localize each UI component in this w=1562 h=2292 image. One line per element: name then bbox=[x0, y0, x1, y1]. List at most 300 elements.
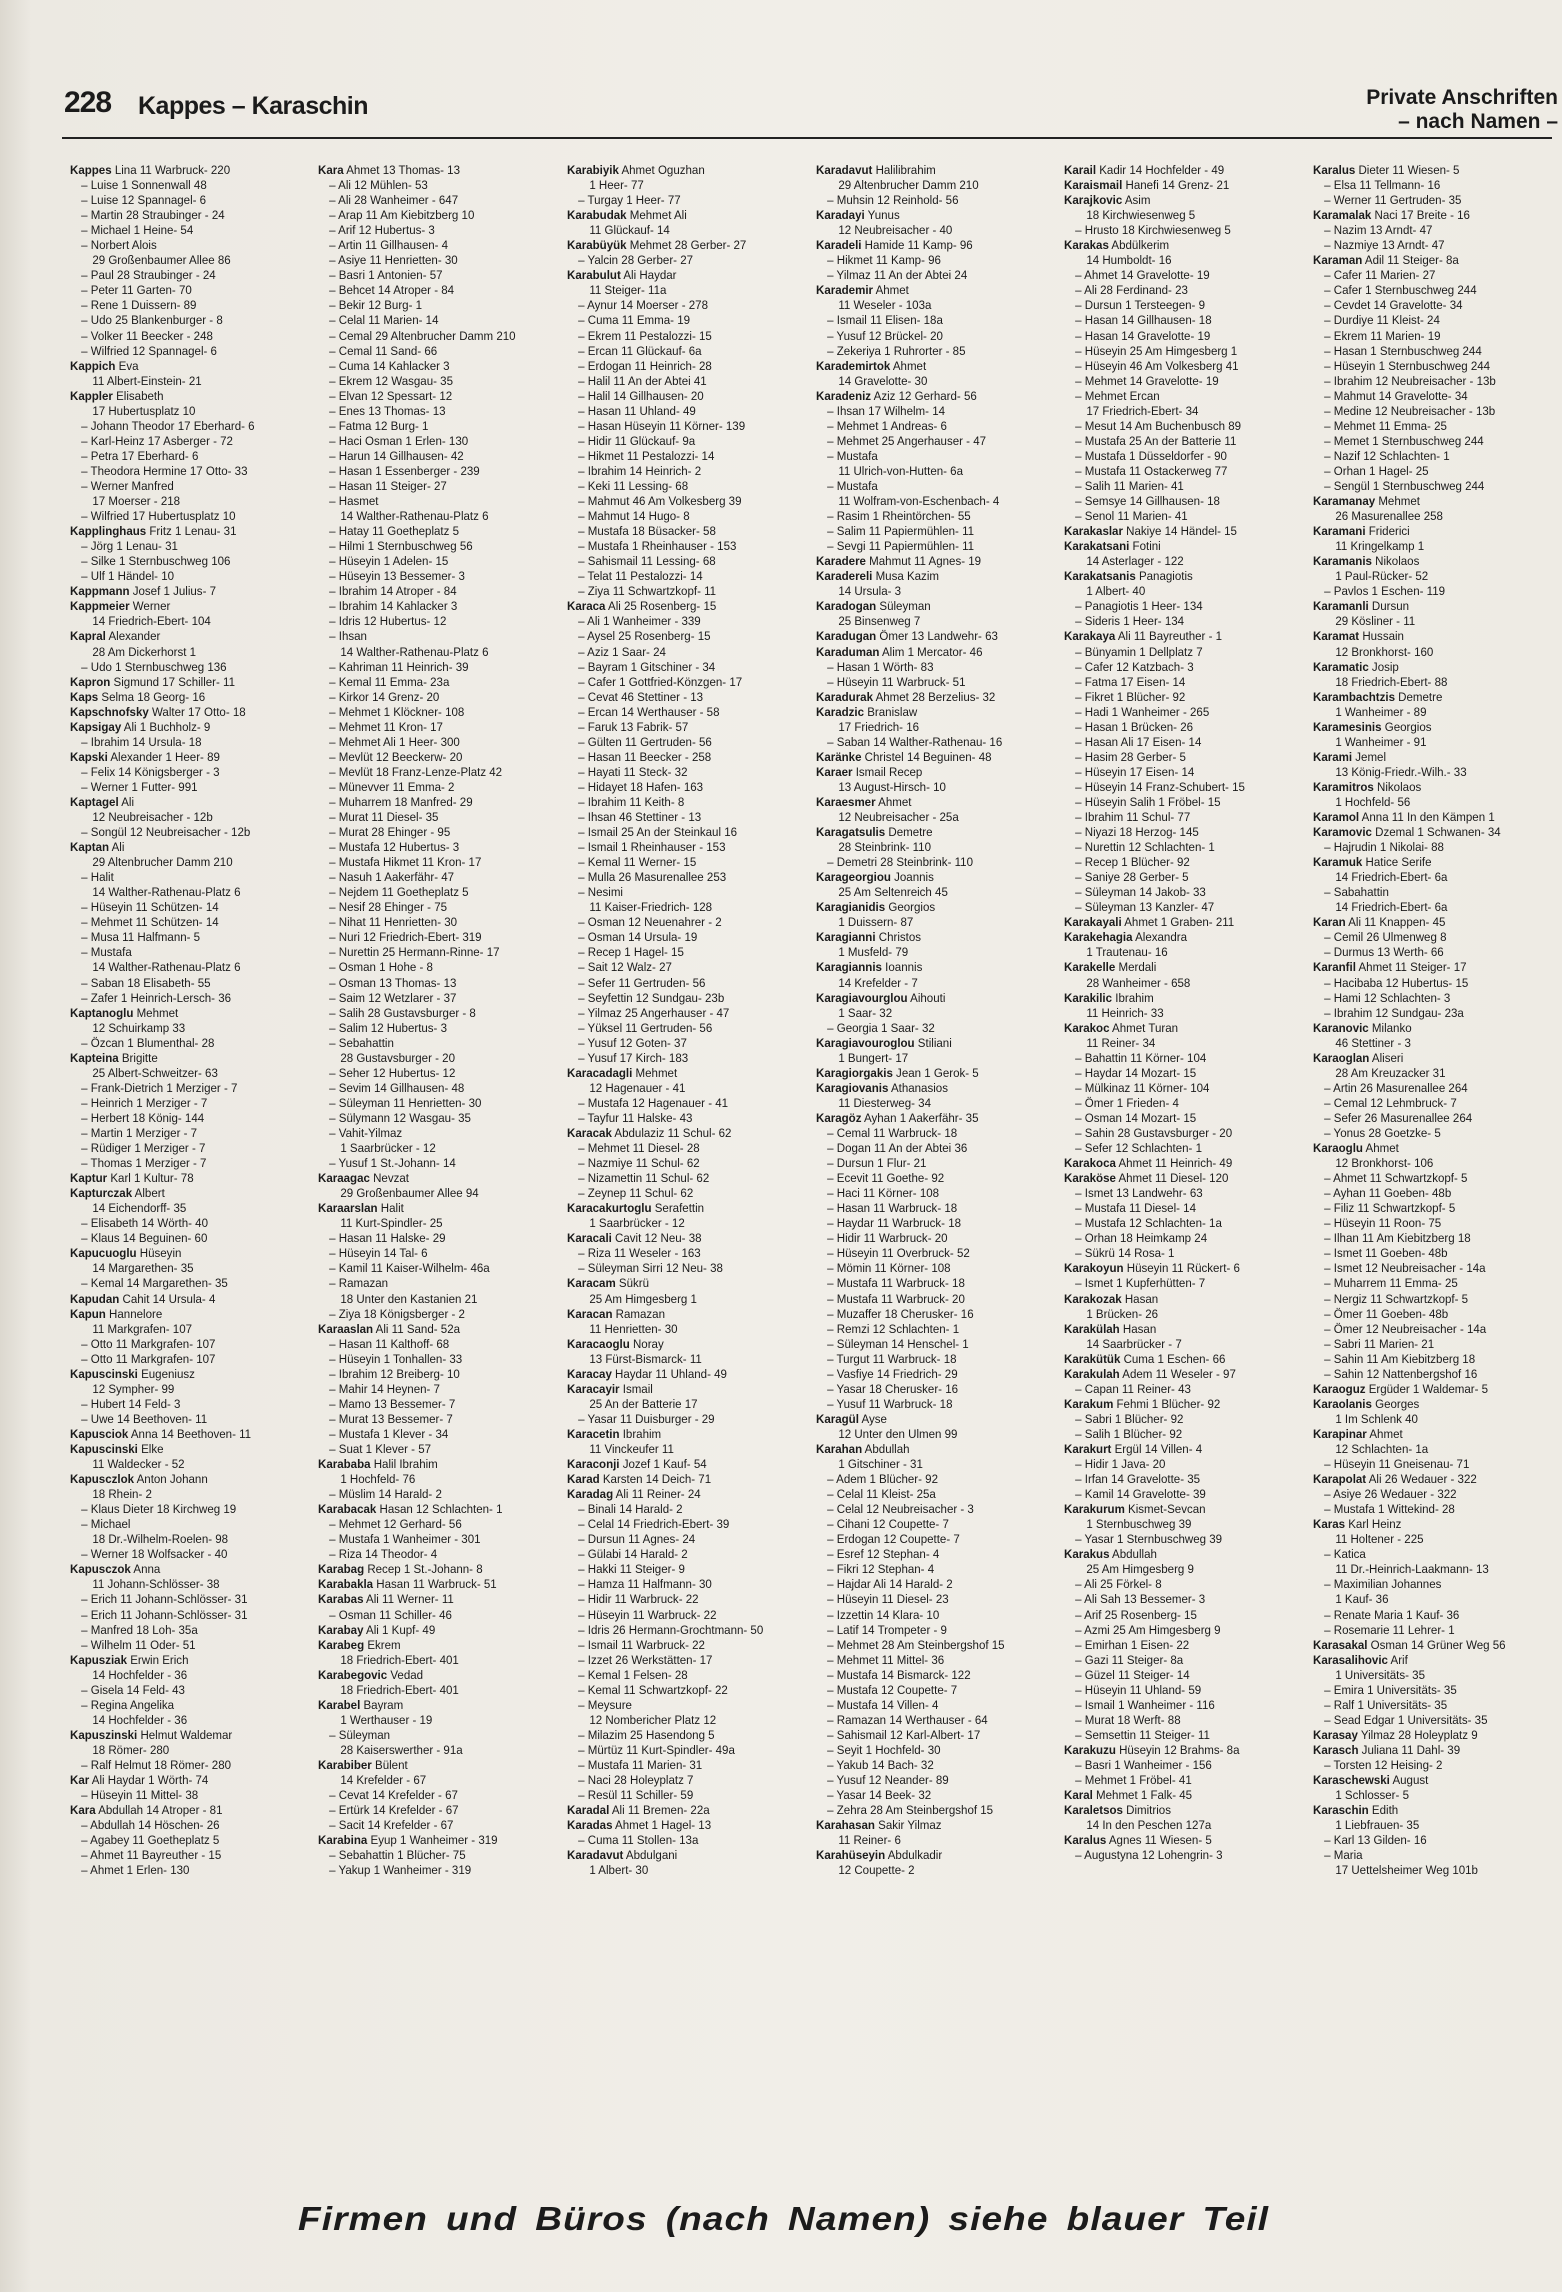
listing-line: – Nesimi bbox=[578, 885, 623, 900]
listing-line: – Behcet 14 Atroper - 84 bbox=[329, 283, 455, 298]
listing-line: Karapinar Ahmet bbox=[1313, 1426, 1403, 1441]
listing-line: – Süleyman Sirri 12 Neu- 38 bbox=[578, 1261, 723, 1276]
listing-line: – Hüseyin 1 Adelen- 15 bbox=[329, 554, 449, 569]
listing-line: – Yusuf 17 Kirch- 183 bbox=[578, 1050, 689, 1065]
listing-line: – Ibrahim 14 Kahlacker 3 bbox=[329, 599, 458, 614]
listing-line: – Hüseyin 11 Diesel- 23 bbox=[827, 1592, 949, 1607]
listing-line: – Cihani 12 Coupette- 7 bbox=[827, 1517, 949, 1532]
listing-line: Karakurum Kismet-Sevcan bbox=[1064, 1502, 1206, 1517]
listing-line: – Ibrahim 14 Ursula- 18 bbox=[81, 734, 202, 749]
listing-line: 26 Masurenallee 258 bbox=[1335, 509, 1443, 524]
listing-line: – Ömer 12 Neubreisacher - 14a bbox=[1324, 1321, 1487, 1336]
listing-line: – Ekrem 12 Wasgau- 35 bbox=[329, 373, 453, 388]
listing-column-6 bbox=[1313, 163, 1532, 1878]
listing-line: – Klaus Dieter 18 Kirchweg 19 bbox=[81, 1502, 237, 1517]
listing-line: – Ekrem 11 Pestalozzi- 15 bbox=[578, 328, 712, 343]
listing-line: – Erich 11 Johann-Schlösser- 31 bbox=[81, 1607, 248, 1622]
listing-line: – Ismail 11 Elisen- 18a bbox=[827, 313, 943, 328]
listing-line: – Enes 13 Thomas- 13 bbox=[329, 403, 446, 418]
listing-line: – Sefer 11 Gertruden- 56 bbox=[578, 975, 706, 990]
listing-line: – Werner Manfred bbox=[81, 478, 174, 493]
listing-line: Karakoyun Hüseyin 11 Rückert- 6 bbox=[1064, 1261, 1240, 1276]
listing-columns bbox=[70, 163, 1560, 2163]
header-rule bbox=[62, 137, 1552, 139]
listing-line: – Mustafa 1 Klever - 34 bbox=[329, 1426, 449, 1441]
listing-line: Karakatsanis Panagiotis bbox=[1064, 569, 1193, 584]
listing-line: Karamanay Mehmet bbox=[1313, 494, 1420, 509]
listing-line: – Halil 11 An der Abtei 41 bbox=[578, 373, 707, 388]
listing-line: – Medine 12 Neubreisacher - 13b bbox=[1324, 403, 1496, 418]
listing-line: – Münevver 11 Emma- 2 bbox=[329, 779, 455, 794]
listing-line: Karamitros Nikolaos bbox=[1313, 779, 1422, 794]
listing-line: Karabulut Ali Haydar bbox=[567, 268, 677, 283]
listing-line: – Nasuh 1 Aakerfähr- 47 bbox=[329, 870, 455, 885]
listing-line: – Pavlos 1 Eschen- 119 bbox=[1324, 584, 1446, 599]
listing-line: – Mustafa 11 Warbruck- 18 bbox=[827, 1276, 965, 1291]
listing-line: 11 Kaiser-Friedrich- 128 bbox=[589, 900, 713, 915]
listing-line: 29 Altenbrucher Damm 210 bbox=[92, 855, 233, 870]
listing-line: – Saban 14 Walther-Rathenau- 16 bbox=[827, 734, 1003, 749]
listing-line: 11 Heinrich- 33 bbox=[1086, 1005, 1164, 1020]
listing-line: – Meysure bbox=[578, 1697, 632, 1712]
listing-line: – Mustafa Hikmet 11 Kron- 17 bbox=[329, 855, 482, 870]
listing-line: – Elvan 12 Spessart- 12 bbox=[329, 388, 453, 403]
listing-line: – Mulla 26 Masurenallee 253 bbox=[578, 870, 727, 885]
listing-line: – Mustafa 14 Bismarck- 122 bbox=[827, 1667, 971, 1682]
listing-line: – Salim 11 Papiermühlen- 11 bbox=[827, 524, 975, 539]
listing-line: – Binali 14 Harald- 2 bbox=[578, 1502, 683, 1517]
listing-line: – Ismail 25 An der Steinkaul 16 bbox=[578, 825, 738, 840]
listing-line: – Ihsan bbox=[329, 629, 367, 644]
listing-line: Karamovic Dzemal 1 Schwanen- 34 bbox=[1313, 825, 1501, 840]
listing-line: – Hüseyin 14 Franz-Schubert- 15 bbox=[1075, 779, 1245, 794]
listing-line: 14 Asterlager - 122 bbox=[1086, 554, 1184, 569]
listing-line: – Emira 1 Universitäts- 35 bbox=[1324, 1682, 1457, 1697]
listing-line: 1 Gitschiner - 31 bbox=[838, 1457, 923, 1472]
listing-line: Karademirtok Ahmet bbox=[816, 358, 927, 373]
listing-column-5 bbox=[1064, 163, 1283, 1863]
listing-line: Kapucuoglu Hüseyin bbox=[70, 1246, 182, 1261]
listing-line: – Yasar 11 Duisburger - 29 bbox=[578, 1411, 715, 1426]
listing-line: – Naci 28 Holeyplatz 7 bbox=[578, 1773, 694, 1788]
listing-line: – Dogan 11 An der Abtei 36 bbox=[827, 1141, 968, 1156]
listing-line: – Ahmet 11 Schwartzkopf- 5 bbox=[1324, 1171, 1468, 1186]
listing-line: 12 Nombericher Platz 12 bbox=[589, 1712, 717, 1727]
listing-line: – Mustafa bbox=[81, 945, 132, 960]
listing-line: – Emirhan 1 Eisen- 22 bbox=[1075, 1637, 1190, 1652]
listing-line: – Sabahattin bbox=[1324, 885, 1389, 900]
listing-line: – Capan 11 Reiner- 43 bbox=[1075, 1381, 1191, 1396]
listing-line: – Artin 26 Masurenallee 264 bbox=[1324, 1080, 1468, 1095]
listing-line: – Maria bbox=[1324, 1848, 1363, 1863]
listing-line: – Panagiotis 1 Heer- 134 bbox=[1075, 599, 1203, 614]
listing-line: Karahan Abdullah bbox=[816, 1441, 910, 1456]
listing-line: – Luise 12 Spannagel- 6 bbox=[81, 193, 207, 208]
listing-line: Karadurak Ahmet 28 Berzelius- 32 bbox=[816, 689, 996, 704]
listing-line: 1 Albert- 30 bbox=[589, 1863, 649, 1878]
listing-line: – Georgia 1 Saar- 32 bbox=[827, 1020, 935, 1035]
listing-line: – Orhan 18 Heimkamp 24 bbox=[1075, 1231, 1208, 1246]
listing-line: – Ibrahim 14 Atroper - 84 bbox=[329, 584, 457, 599]
listing-line: Karan Ali 11 Knappen- 45 bbox=[1313, 915, 1446, 930]
listing-line: – Hasan 11 Halske- 29 bbox=[329, 1231, 446, 1246]
listing-line: – Orhan 1 Hagel- 25 bbox=[1324, 463, 1429, 478]
listing-line: – Torsten 12 Heising- 2 bbox=[1324, 1757, 1443, 1772]
listing-line: – Hüseyin 14 Tal- 6 bbox=[329, 1246, 428, 1261]
listing-line: – Werner 1 Futter- 991 bbox=[81, 779, 198, 794]
listing-line: Kapusczok Anna bbox=[70, 1562, 161, 1577]
listing-line: 28 Gustavsburger - 20 bbox=[340, 1050, 455, 1065]
listing-line: Karaoguz Ergüder 1 Waldemar- 5 bbox=[1313, 1381, 1489, 1396]
listing-line: Karabüyük Mehmet 28 Gerber- 27 bbox=[567, 238, 747, 253]
listing-line: – Kemal 14 Margarethen- 35 bbox=[81, 1276, 228, 1291]
listing-line: – Mehmet 11 Schützen- 14 bbox=[81, 915, 219, 930]
listing-line: – Hikmet 11 Kamp- 96 bbox=[827, 253, 941, 268]
listing-line: Karagianni Christos bbox=[816, 930, 922, 945]
listing-line: 12 Neubreisacher - 12b bbox=[92, 810, 213, 825]
listing-line: 1 Musfeld- 79 bbox=[838, 945, 909, 960]
listing-line: – Hüseyin 13 Bessemer- 3 bbox=[329, 569, 465, 584]
listing-line: – Seyit 1 Hochfeld- 30 bbox=[827, 1742, 941, 1757]
listing-line: – Fikret 1 Blücher- 92 bbox=[1075, 689, 1186, 704]
listing-line: – Sevim 14 Gillhausen- 48 bbox=[329, 1080, 465, 1095]
listing-line: 25 Albert-Schweitzer- 63 bbox=[92, 1065, 218, 1080]
listing-line: – Ramazan 14 Werthauser - 64 bbox=[827, 1712, 988, 1727]
listing-column-2 bbox=[318, 163, 537, 1878]
listing-line: – Mehmet 12 Gerhard- 56 bbox=[329, 1517, 462, 1532]
listing-line: – Ahmet 11 Bayreuther - 15 bbox=[81, 1848, 222, 1863]
listing-line: 12 Schlachten- 1a bbox=[1335, 1441, 1429, 1456]
listing-line: Karaoglu Ahmet bbox=[1313, 1141, 1399, 1156]
listing-line: Kapuscinski Eugeniusz bbox=[70, 1366, 195, 1381]
listing-line: 12 Schuirkamp 33 bbox=[92, 1020, 186, 1035]
listing-line: – Hasmet bbox=[329, 494, 379, 509]
listing-line: – Thomas 1 Merziger - 7 bbox=[81, 1156, 207, 1171]
listing-line: Karakoca Ahmet 11 Heinrich- 49 bbox=[1064, 1156, 1233, 1171]
listing-line: – Cemal 12 Lehmbruck- 7 bbox=[1324, 1095, 1457, 1110]
listing-line: – Zehra 28 Am Steinbergshof 15 bbox=[827, 1803, 994, 1818]
listing-column-1 bbox=[70, 163, 289, 1878]
listing-line: – Hadi 1 Wanheimer - 265 bbox=[1075, 704, 1210, 719]
listing-line: 1 Saarbrücker - 12 bbox=[340, 1141, 436, 1156]
listing-line: – Ahmet 14 Gravelotte- 19 bbox=[1075, 268, 1210, 283]
listing-line: – Sideris 1 Heer- 134 bbox=[1075, 614, 1185, 629]
listing-line: – Ibrahim 12 Neubreisacher - 13b bbox=[1324, 373, 1496, 388]
listing-line: – Cemal 29 Altenbrucher Damm 210 bbox=[329, 328, 516, 343]
listing-line: Karalus Dieter 11 Wiesen- 5 bbox=[1313, 163, 1460, 177]
listing-line: – Hüseyin 11 Gneisenau- 71 bbox=[1324, 1457, 1470, 1472]
listing-line: Karal Mehmet 1 Falk- 45 bbox=[1064, 1788, 1193, 1803]
listing-line: Karacay Haydar 11 Uhland- 49 bbox=[567, 1366, 727, 1381]
listing-line: 12 Neubreisacher - 25a bbox=[838, 810, 959, 825]
listing-line: 14 Friedrich-Ebert- 6a bbox=[1335, 870, 1448, 885]
listing-line: – Nejdem 11 Goetheplatz 5 bbox=[329, 885, 469, 900]
listing-line: – Hüseyin 11 Uhland- 59 bbox=[1075, 1682, 1202, 1697]
listing-line: – Abdullah 14 Höschen- 26 bbox=[81, 1818, 220, 1833]
listing-line: – Mehmet Ali 1 Heer- 300 bbox=[329, 734, 460, 749]
listing-line: – Memet 1 Sternbuschweg 244 bbox=[1324, 433, 1484, 448]
listing-line: – Süleyman 13 Kanzler- 47 bbox=[1075, 900, 1215, 915]
listing-line: – Hilmi 1 Sternbuschweg 56 bbox=[329, 539, 473, 554]
listing-line: – Hasan 11 Warbruck- 18 bbox=[827, 1201, 958, 1216]
listing-line: – Mustafa 1 Wanheimer - 301 bbox=[329, 1532, 481, 1547]
listing-line: Karakaslar Nakiye 14 Händel- 15 bbox=[1064, 524, 1237, 539]
listing-line: – Suat 1 Klever - 57 bbox=[329, 1441, 432, 1456]
listing-line: – Hacibaba 12 Hubertus- 15 bbox=[1324, 975, 1469, 990]
listing-line: – Hüseyin 11 Warbruck- 22 bbox=[578, 1607, 717, 1622]
listing-line: – Otto 11 Markgrafen- 107 bbox=[81, 1336, 216, 1351]
listing-line: Karadzic Branislaw bbox=[816, 704, 918, 719]
listing-line: – Hakki 11 Steiger- 9 bbox=[578, 1562, 685, 1577]
listing-line: – Osman 1 Hohe - 8 bbox=[329, 960, 433, 975]
listing-line: 1 Kauf- 36 bbox=[1335, 1592, 1389, 1607]
listing-line: – Renate Maria 1 Kauf- 36 bbox=[1324, 1607, 1460, 1622]
listing-line: – Ihsan 17 Wilhelm- 14 bbox=[827, 403, 946, 418]
listing-line: – Mürtüz 11 Kurt-Spindler- 49a bbox=[578, 1742, 735, 1757]
listing-line: – Mehmet 11 Kron- 17 bbox=[329, 719, 443, 734]
listing-line: – Cemil 26 Ulmenweg 8 bbox=[1324, 930, 1447, 945]
listing-line: – Recep 1 Hagel- 15 bbox=[578, 945, 684, 960]
listing-line: 1 Wanheimer - 89 bbox=[1335, 704, 1427, 719]
listing-line: – Ismail 1 Wanheimer - 116 bbox=[1075, 1697, 1215, 1712]
listing-line: – Fatma 17 Eisen- 14 bbox=[1075, 674, 1186, 689]
section-label bbox=[1366, 86, 1558, 134]
listing-line: – Halil 14 Gillhausen- 20 bbox=[578, 388, 704, 403]
listing-line: 14 Krefelder - 7 bbox=[838, 975, 918, 990]
listing-line: – Karl-Heinz 17 Asberger - 72 bbox=[81, 433, 233, 448]
listing-line: Karaman Adil 11 Steiger- 8a bbox=[1313, 253, 1459, 268]
listing-line: – Cevdet 14 Gravelotte- 34 bbox=[1324, 298, 1463, 313]
listing-line: – Niyazi 18 Herzog- 145 bbox=[1075, 825, 1199, 840]
listing-line: Kara Abdullah 14 Atroper - 81 bbox=[70, 1803, 223, 1818]
listing-line: Kar Ali Haydar 1 Wörth- 74 bbox=[70, 1773, 209, 1788]
listing-line: – Sükrü 14 Rosa- 1 bbox=[1075, 1246, 1175, 1261]
section-label-line2: – nach Namen – bbox=[1398, 110, 1558, 133]
listing-line: – Mustafa 11 Warbruck- 20 bbox=[827, 1291, 965, 1306]
listing-line: – Asiye 26 Wedauer - 322 bbox=[1324, 1487, 1457, 1502]
listing-line: – Hasan 11 Uhland- 49 bbox=[578, 403, 696, 418]
listing-line: – Ralf Helmut 18 Römer- 280 bbox=[81, 1757, 232, 1772]
listing-line: – Basri 1 Wanheimer - 156 bbox=[1075, 1757, 1212, 1772]
listing-line: Karadugan Ömer 13 Landwehr- 63 bbox=[816, 629, 998, 644]
listing-line: 1 Trautenau- 16 bbox=[1086, 945, 1168, 960]
listing-line: – Yilmaz 11 An der Abtei 24 bbox=[827, 268, 968, 283]
listing-line: 29 Kösliner - 11 bbox=[1335, 614, 1416, 629]
listing-line: – Ali 28 Wanheimer - 647 bbox=[329, 193, 459, 208]
listing-line: Karalus Agnes 11 Wiesen- 5 bbox=[1064, 1833, 1212, 1848]
listing-line: – Muzaffer 18 Cherusker- 16 bbox=[827, 1306, 974, 1321]
listing-line: – Rasim 1 Rheintörchen- 55 bbox=[827, 509, 971, 524]
listing-line: 14 Krefelder - 67 bbox=[340, 1773, 427, 1788]
listing-line: Kapron Sigmund 17 Schiller- 11 bbox=[70, 674, 236, 689]
listing-line: 11 Weseler - 103a bbox=[838, 298, 932, 313]
listing-line: Kappes Lina 11 Warbruck- 220 bbox=[70, 163, 231, 177]
listing-line: – Mustafa 11 Ostackerweg 77 bbox=[1075, 463, 1228, 478]
listing-line: – Aysel 25 Rosenberg- 15 bbox=[578, 629, 711, 644]
listing-line: Karabay Ali 1 Kupf- 49 bbox=[318, 1622, 436, 1637]
listing-line: – Esref 12 Stephan- 4 bbox=[827, 1547, 940, 1562]
listing-line: – Erich 11 Johann-Schlösser- 31 bbox=[81, 1592, 248, 1607]
listing-line: – Muharrem 18 Manfred- 29 bbox=[329, 794, 473, 809]
listing-line: – Salim 12 Hubertus- 3 bbox=[329, 1020, 448, 1035]
listing-line: – Cevat 14 Krefelder - 67 bbox=[329, 1788, 458, 1803]
listing-line: Karagianidis Georgios bbox=[816, 900, 936, 915]
listing-line: Karabas Ali 11 Werner- 11 bbox=[318, 1592, 454, 1607]
page-title: Kappes – Karaschin bbox=[138, 92, 368, 120]
listing-line: – Erdogan 12 Coupette- 7 bbox=[827, 1532, 960, 1547]
listing-line: – Celal 14 Friedrich-Ebert- 39 bbox=[578, 1517, 730, 1532]
listing-line: Kapusciok Anna 14 Beethoven- 11 bbox=[70, 1426, 252, 1441]
listing-line: – Kemal 11 Emma- 23a bbox=[329, 674, 450, 689]
listing-line: – Nesif 28 Ehinger - 75 bbox=[329, 900, 448, 915]
listing-line: – Sahismail 12 Karl-Albert- 17 bbox=[827, 1727, 981, 1742]
listing-line: 1 Hochfeld- 76 bbox=[340, 1472, 416, 1487]
listing-line: Karanfil Ahmet 11 Steiger- 17 bbox=[1313, 960, 1467, 975]
listing-line: – Gisela 14 Feld- 43 bbox=[81, 1682, 185, 1697]
listing-line: Kaptan Ali bbox=[70, 840, 125, 855]
listing-line: 17 Friedrich-Ebert- 34 bbox=[1086, 403, 1199, 418]
listing-line: – Yusuf 1 St.-Johann- 14 bbox=[329, 1156, 456, 1171]
listing-line: Karamanis Nikolaos bbox=[1313, 554, 1420, 569]
listing-line: – Cafer 11 Marien- 27 bbox=[1324, 268, 1436, 283]
page-header bbox=[60, 86, 1558, 132]
listing-line: Karabel Bayram bbox=[318, 1697, 404, 1712]
listing-line: Kaptanoglu Mehmet bbox=[70, 1005, 179, 1020]
listing-line: 14 Walther-Rathenau-Platz 6 bbox=[92, 885, 241, 900]
listing-line: – Bekir 12 Burg- 1 bbox=[329, 298, 423, 313]
listing-line: – Mustafa bbox=[827, 478, 878, 493]
listing-line: Karad Karsten 14 Deich- 71 bbox=[567, 1472, 712, 1487]
listing-line: – Remzi 12 Schlachten- 1 bbox=[827, 1321, 960, 1336]
listing-line: Karaschewski August bbox=[1313, 1773, 1429, 1788]
listing-line: – Mustafa 12 Hubertus- 3 bbox=[329, 840, 460, 855]
listing-line: – Ayhan 11 Goeben- 48b bbox=[1324, 1186, 1452, 1201]
listing-line: Karaarslan Halit bbox=[318, 1201, 404, 1216]
listing-line: – Dursun 1 Flur- 21 bbox=[827, 1156, 927, 1171]
listing-line: 28 Wanheimer - 658 bbox=[1086, 975, 1191, 990]
listing-line: Karadeli Hamide 11 Kamp- 96 bbox=[816, 238, 973, 253]
listing-line: 14 Hochfelder - 36 bbox=[92, 1667, 188, 1682]
footer-note: Firmen und Büros (nach Namen) siehe blauer Teil bbox=[298, 2200, 1270, 2237]
listing-line: 12 Hagenauer - 41 bbox=[589, 1080, 686, 1095]
listing-line: – Muhsin 12 Reinhold- 56 bbox=[827, 193, 959, 208]
listing-line: Karakurt Ergül 14 Villen- 4 bbox=[1064, 1441, 1203, 1456]
listing-line: 17 Uettelsheimer Weg 101b bbox=[1335, 1863, 1478, 1878]
listing-line: 1 Albert- 40 bbox=[1086, 584, 1146, 599]
listing-line: – Hajdar Ali 14 Harald- 2 bbox=[827, 1577, 953, 1592]
listing-line: 13 König-Friedr.-Wilh.- 33 bbox=[1335, 764, 1467, 779]
listing-line: Karacan Ramazan bbox=[567, 1306, 666, 1321]
listing-line: – Mustafa 14 Villen- 4 bbox=[827, 1697, 939, 1712]
listing-line: – Haydar 11 Warbruck- 18 bbox=[827, 1216, 962, 1231]
listing-line: Karagiavourglou Aihouti bbox=[816, 990, 946, 1005]
listing-line: – Musa 11 Halfmann- 5 bbox=[81, 930, 201, 945]
listing-line: – Ismail 11 Warbruck- 22 bbox=[578, 1637, 705, 1652]
listing-line: – Haci Osman 1 Erlen- 130 bbox=[329, 433, 469, 448]
listing-line: – Mehmet 1 Klöckner- 108 bbox=[329, 704, 465, 719]
listing-line: 12 Sympher- 99 bbox=[92, 1381, 175, 1396]
listing-line: 11 Steiger- 11a bbox=[589, 283, 667, 298]
listing-line: – Ali 12 Mühlen- 53 bbox=[329, 178, 428, 193]
listing-line: – Hasan 1 Essenberger - 239 bbox=[329, 463, 480, 478]
listing-line: – Adem 1 Blücher- 92 bbox=[827, 1472, 938, 1487]
listing-line: – Hikmet 11 Pestalozzi- 14 bbox=[578, 448, 715, 463]
listing-line: Karadere Mahmut 11 Agnes- 19 bbox=[816, 554, 982, 569]
listing-line: – Yasar 1 Sternbuschweg 39 bbox=[1075, 1532, 1223, 1547]
listing-line: 14 Walther-Rathenau-Platz 6 bbox=[340, 509, 489, 524]
listing-line: – Hasan 1 Brücken- 26 bbox=[1075, 719, 1194, 734]
listing-line: Karagül Ayse bbox=[816, 1411, 887, 1426]
listing-line: Karakoc Ahmet Turan bbox=[1064, 1020, 1179, 1035]
listing-line: – Fikri 12 Stephan- 4 bbox=[827, 1562, 935, 1577]
listing-line: 14 Ursula- 3 bbox=[838, 584, 902, 599]
listing-line: Karaduman Alim 1 Mercator- 46 bbox=[816, 644, 983, 659]
listing-line: – Senol 11 Marien- 41 bbox=[1075, 509, 1188, 524]
listing-line: – Cafer 12 Katzbach- 3 bbox=[1075, 659, 1194, 674]
listing-line: – Basri 1 Antonien- 57 bbox=[329, 268, 443, 283]
listing-line: – Nazmiye 11 Schul- 62 bbox=[578, 1156, 700, 1171]
listing-line: 1 Im Schlenk 40 bbox=[1335, 1411, 1418, 1426]
listing-line: – Kemal 11 Werner- 15 bbox=[578, 855, 697, 870]
listing-line: 11 Markgrafen- 107 bbox=[92, 1321, 193, 1336]
listing-line: – Nurettin 12 Schlachten- 1 bbox=[1075, 840, 1215, 855]
listing-line: – Mamo 13 Bessemer- 7 bbox=[329, 1396, 456, 1411]
listing-line: 18 Rhein- 2 bbox=[92, 1487, 152, 1502]
listing-line: 28 Am Dickerhorst 1 bbox=[92, 644, 197, 659]
listing-line: Karacam Sükrü bbox=[567, 1276, 649, 1291]
listing-line: – Izzettin 14 Klara- 10 bbox=[827, 1607, 940, 1622]
listing-line: – Kamil 14 Gravelotte- 39 bbox=[1075, 1487, 1206, 1502]
listing-line: Karaer Ismail Recep bbox=[816, 764, 923, 779]
listing-line: – Hidir 11 Warbruck- 20 bbox=[827, 1231, 948, 1246]
listing-line: Kapplinghaus Fritz 1 Lenau- 31 bbox=[70, 524, 237, 539]
listing-line: – Halit bbox=[81, 870, 114, 885]
listing-line: 11 Reiner- 34 bbox=[1086, 1035, 1156, 1050]
listing-line: – Osman 14 Ursula- 19 bbox=[578, 930, 698, 945]
listing-line: – Martin 1 Merziger - 7 bbox=[81, 1126, 198, 1140]
listing-line: – Paul 28 Straubinger - 24 bbox=[81, 268, 216, 283]
listing-line: – Yusuf 12 Brückel- 20 bbox=[827, 328, 943, 343]
listing-line: – Ralf 1 Universitäts- 35 bbox=[1324, 1697, 1448, 1712]
listing-line: – Mesut 14 Am Buchenbusch 89 bbox=[1075, 418, 1242, 433]
listing-line: Karadag Ali 11 Reiner- 24 bbox=[567, 1487, 701, 1502]
listing-line: 1 Hochfeld- 56 bbox=[1335, 794, 1411, 809]
listing-line: – Ercan 14 Werthauser - 58 bbox=[578, 704, 720, 719]
listing-line: – Murat 13 Bessemer- 7 bbox=[329, 1411, 453, 1426]
listing-line: Karaismail Hanefi 14 Grenz- 21 bbox=[1064, 178, 1230, 193]
listing-line: – Michael 1 Heine- 54 bbox=[81, 223, 194, 238]
listing-line: – Murat 11 Diesel- 35 bbox=[329, 810, 439, 825]
listing-line: 11 Vinckeufer 11 bbox=[589, 1441, 674, 1456]
listing-line: – Nurettin 25 Hermann-Rinne- 17 bbox=[329, 945, 500, 960]
listing-line: – Sacit 14 Krefelder - 67 bbox=[329, 1818, 454, 1833]
listing-line: Karacetin Ibrahim bbox=[567, 1426, 662, 1441]
listing-line: – Songül 12 Neubreisacher - 12b bbox=[81, 825, 251, 840]
section-label-line1: Private Anschriften bbox=[1366, 86, 1558, 109]
listing-line: Karagiovanis Athanasios bbox=[816, 1080, 948, 1095]
listing-line: 28 Steinbrink- 110 bbox=[838, 840, 932, 855]
listing-line: Kappich Eva bbox=[70, 358, 139, 373]
listing-line: – Süleyman 14 Jakob- 33 bbox=[1075, 885, 1206, 900]
listing-line: – Ramazan bbox=[329, 1276, 389, 1291]
listing-line: Kapski Alexander 1 Heer- 89 bbox=[70, 749, 220, 764]
listing-line: Kapudan Cahit 14 Ursula- 4 bbox=[70, 1291, 216, 1306]
listing-line: – Sahin 12 Nattenbergshof 16 bbox=[1324, 1366, 1478, 1381]
listing-line: – Werner 18 Wolfsacker - 40 bbox=[81, 1547, 228, 1562]
listing-line: 1 Liebfrauen- 35 bbox=[1335, 1818, 1420, 1833]
listing-line: 13 August-Hirsch- 10 bbox=[838, 779, 946, 794]
listing-line: – Rosemarie 11 Lehrer- 1 bbox=[1324, 1622, 1455, 1637]
